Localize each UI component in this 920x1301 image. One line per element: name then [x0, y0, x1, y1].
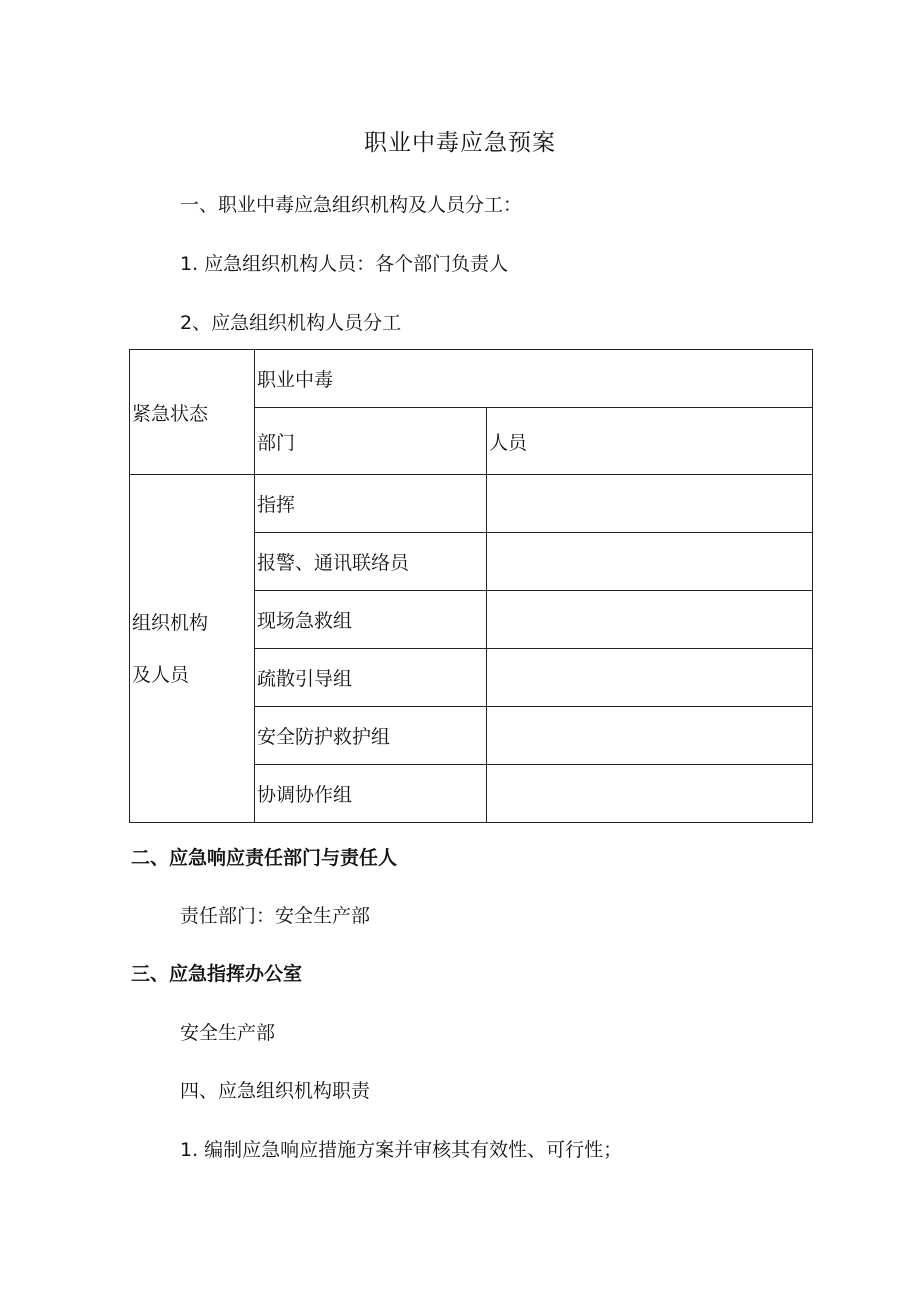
- personnel-cell: [487, 591, 813, 649]
- col-department-header: 部门: [255, 408, 487, 475]
- personnel-cell: [487, 765, 813, 823]
- department-cell: 报警、通讯联络员: [255, 533, 487, 591]
- section2-text: 责任部门：安全生产部: [180, 905, 371, 927]
- table-row: [130, 475, 813, 533]
- org-label-line1: 组织机构: [132, 611, 209, 634]
- item2-text: 2、应急组织机构人员分工: [180, 312, 402, 334]
- org-label-line2: 及人员: [132, 663, 190, 686]
- org-label-cell: [130, 475, 255, 823]
- section2-heading: 二、应急响应责任部门与责任人: [131, 847, 398, 869]
- emergency-type-cell: 职业中毒: [255, 350, 813, 408]
- department-cell: 安全防护救护组: [255, 707, 487, 765]
- emergency-label-cell: 紧急状态: [130, 350, 255, 475]
- item1-text: 1. 应急组织机构人员：各个部门负责人: [180, 253, 509, 275]
- personnel-cell: [487, 475, 813, 533]
- table-row: [130, 350, 813, 408]
- department-cell: 疏散引导组: [255, 649, 487, 707]
- department-cell: 协调协作组: [255, 765, 487, 823]
- section1-heading: 一、职业中毒应急组织机构及人员分工：: [180, 194, 523, 216]
- department-cell: 指挥: [255, 475, 487, 533]
- personnel-cell: [487, 707, 813, 765]
- page-title: 职业中毒应急预案: [364, 130, 556, 156]
- section3-heading: 三、应急指挥办公室: [131, 963, 303, 985]
- section4-item1: 1. 编制应急响应措施方案并审核其有效性、可行性；: [180, 1139, 623, 1161]
- personnel-cell: [487, 533, 813, 591]
- personnel-cell: [487, 649, 813, 707]
- col-personnel-header: 人员: [487, 408, 813, 475]
- section3-text: 安全生产部: [180, 1022, 276, 1044]
- org-table: [129, 349, 813, 823]
- section4-heading: 四、应急组织机构职责: [180, 1080, 371, 1102]
- department-cell: 现场急救组: [255, 591, 487, 649]
